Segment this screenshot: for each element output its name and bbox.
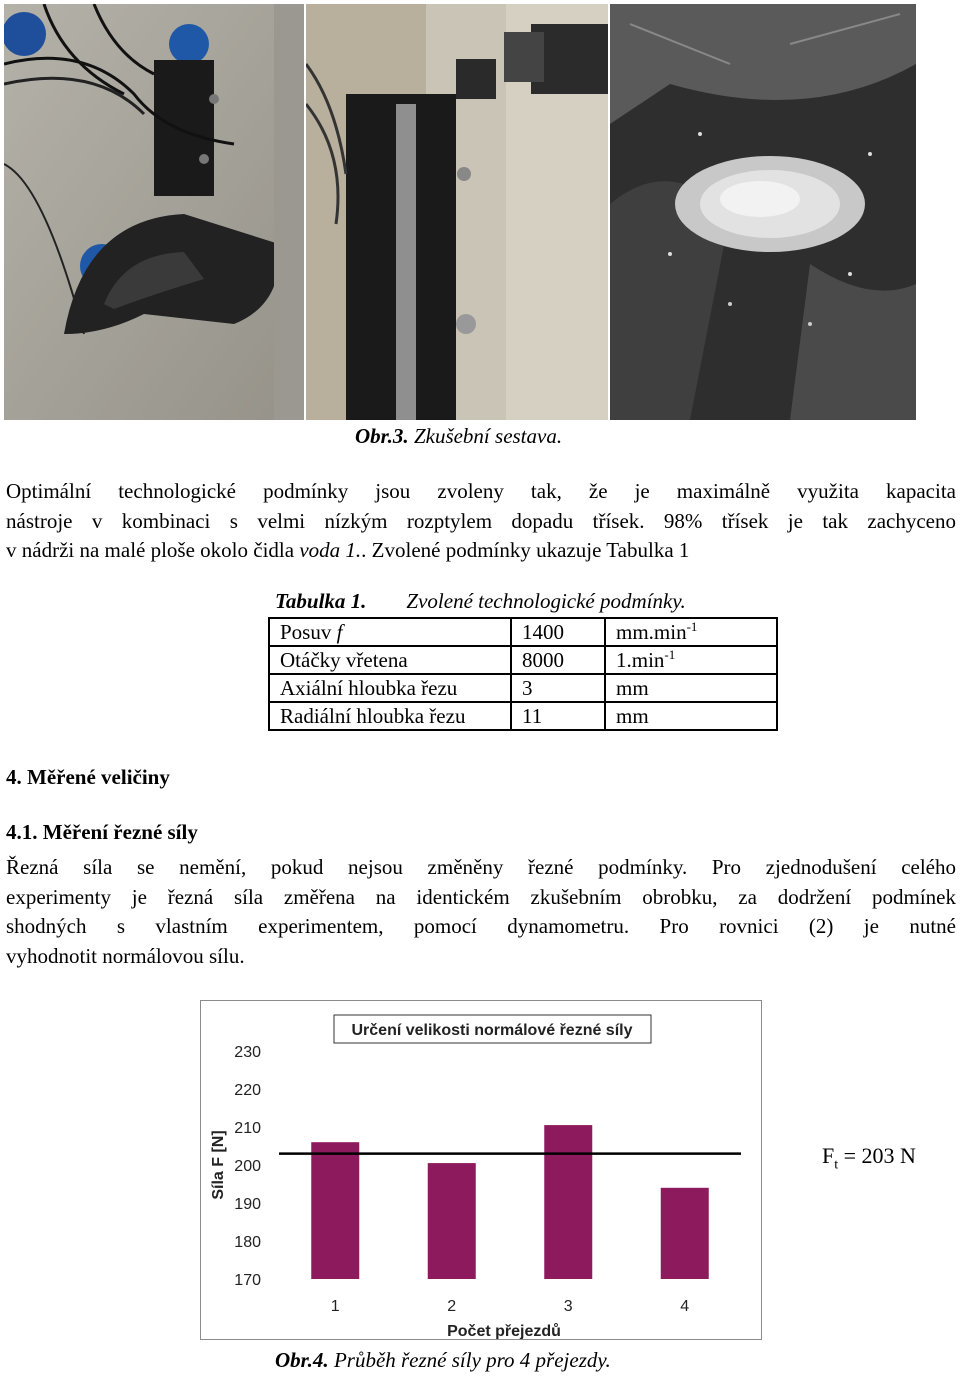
table-row <box>269 702 777 730</box>
ft-subscript: t <box>834 1157 839 1173</box>
param-cell <box>269 702 511 730</box>
param-cell <box>269 674 511 702</box>
bar-2 <box>428 1163 476 1279</box>
table-row <box>269 646 777 674</box>
value-cell: 1400 <box>511 618 605 646</box>
figure-3-caption <box>355 424 562 449</box>
unit-exponent: -1 <box>664 647 676 662</box>
force-chart <box>200 1000 762 1340</box>
paragraph-optimal-conditions <box>6 477 956 566</box>
figure-3-label: Obr.3. <box>355 424 409 448</box>
x-tick-label: 4 <box>680 1298 690 1315</box>
figure-4-caption <box>275 1348 611 1373</box>
param-cell <box>269 646 511 674</box>
unit-cell <box>605 618 777 646</box>
paragraph-line: Řezná síla se nemění, pokud nejsou změněny řezné podmínky. Pro zjednodušení celého <box>6 855 956 879</box>
x-tick-label: 2 <box>447 1298 457 1315</box>
x-tick-label: 3 <box>563 1298 573 1315</box>
paragraph-line: nástroje v kombinaci s velmi nízkým rozptylem dopadu třísek. 98% třísek je tak zachyceno <box>6 508 956 533</box>
x-axis-label: Počet přejezdů <box>447 1323 561 1339</box>
unit-text: mm.min <box>616 620 687 644</box>
y-tick-label: 180 <box>234 1234 261 1251</box>
paragraph-line <box>6 536 956 566</box>
table-row <box>269 674 777 702</box>
param-name: Axiální hloubka řezu <box>280 676 458 700</box>
value-cell: 8000 <box>511 646 605 674</box>
sensor-reference: voda 1. <box>299 538 362 562</box>
figure-3-text: Zkušební sestava. <box>413 424 563 448</box>
table-1-title: Zvolené technologické podmínky. <box>406 589 686 613</box>
param-name: Posuv <box>280 620 337 644</box>
y-tick-label: 230 <box>234 1044 261 1061</box>
paragraph-line: Optimální technologické podmínky jsou zvoleny tak, že je maximálně využita kapacita <box>6 479 956 503</box>
photo-chips-in-bag <box>610 4 916 420</box>
force-chart-svg <box>201 1001 761 1339</box>
paragraph-line: experimenty je řezná síla změřena na identickém zkušebním obrobku, za dodržení podmínek <box>6 884 956 909</box>
paragraph-cutting-force <box>6 853 956 971</box>
paragraph-text: v nádrži na malé ploše okolo čidla <box>6 538 300 562</box>
unit-cell <box>605 674 777 702</box>
photo-fixture-with-sensors <box>4 4 304 420</box>
param-cell <box>269 618 511 646</box>
chart-title: Určení velikosti normálové řezné síly <box>351 1022 633 1039</box>
y-tick-label: 190 <box>234 1196 261 1213</box>
paragraph-text: . Zvolené podmínky ukazuje Tabulka 1 <box>361 538 690 562</box>
param-name: Otáčky vřetena <box>280 648 408 672</box>
y-tick-label: 200 <box>234 1158 261 1175</box>
bar-1 <box>311 1142 359 1279</box>
unit-exponent: -1 <box>686 619 698 634</box>
figure-4-label: Obr.4. <box>275 1348 329 1372</box>
unit-cell <box>605 646 777 674</box>
unit-text: 1.min <box>616 648 665 672</box>
table-1-label: Tabulka 1. <box>275 589 367 613</box>
y-tick-label: 210 <box>234 1120 261 1137</box>
bar-3 <box>544 1125 592 1279</box>
param-name: Radiální hloubka řezu <box>280 704 466 728</box>
param-symbol: f <box>336 620 343 644</box>
figure-4-text: Průběh řezné síly pro 4 přejezdy. <box>333 1348 611 1372</box>
photo-tool-and-mount <box>306 4 608 420</box>
unit-text: mm <box>616 676 649 700</box>
section-4-1-heading: 4.1. Měření řezné síly <box>6 820 198 844</box>
y-tick-label: 220 <box>234 1082 261 1099</box>
y-tick-label: 170 <box>234 1272 261 1289</box>
conditions-table <box>268 617 778 731</box>
ft-symbol: F <box>822 1143 835 1168</box>
paragraph-line: vyhodnotit normálovou sílu. <box>6 943 245 968</box>
paragraph-line: shodných s vlastním experimentem, pomocí dynamometru. Pro rovnici (2) je nutné <box>6 914 956 938</box>
unit-text: mm <box>616 704 649 728</box>
y-axis-label: Síla F [N] <box>210 1130 227 1200</box>
value-cell: 3 <box>511 674 605 702</box>
ft-value: = 203 N <box>838 1143 916 1168</box>
unit-cell <box>605 702 777 730</box>
table-row <box>269 618 777 646</box>
section-4-heading: 4. Měřené veličiny <box>6 765 170 789</box>
x-tick-label: 1 <box>330 1298 340 1315</box>
bar-4 <box>661 1188 709 1279</box>
table-1-caption <box>275 589 686 614</box>
ft-annotation <box>822 1143 916 1173</box>
value-cell: 11 <box>511 702 605 730</box>
